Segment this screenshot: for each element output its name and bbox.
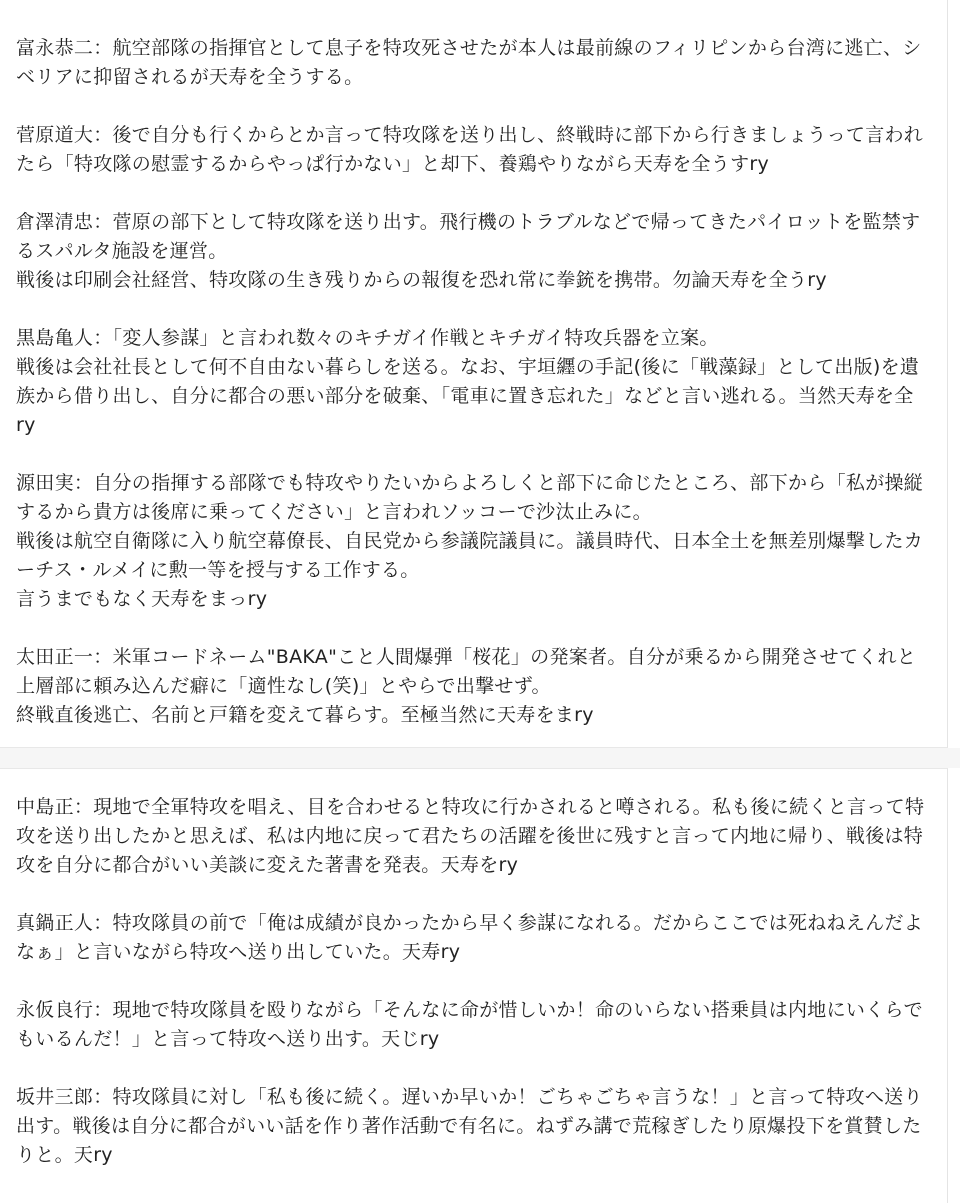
text-paragraph <box>16 34 939 92</box>
text-line: 攻を送り出したかと思えば、私は内地に戻って君たちの活躍を後世に残すと言って内地に帰り、戦後は特 <box>16 825 924 847</box>
text-paragraph <box>16 909 939 967</box>
text-line: 戦後は会社社長として何不自由ない暮らしを送る。なお、宇垣纒の手記(後に「戦藻録」として出版)を遺 <box>16 356 920 378</box>
text-paragraph <box>16 324 939 440</box>
text-line: 坂井三郎：特攻隊員に対し「私も後に続く。遅いか早いか！ごちゃごちゃ言うな！」と言って特攻へ送り <box>16 1086 923 1108</box>
text-line: 出す。戦後は自分に都合がいい話を作り著作活動で有名に。ねずみ講で荒稼ぎしたり原爆投下を賞賛した <box>16 1115 922 1137</box>
text-line: 戦後は航空自衛隊に入り航空幕僚長、自民党から参議院議員に。議員時代、日本全土を無差別爆撃したカ <box>16 530 924 552</box>
text-paragraph <box>16 793 939 880</box>
text-line: 太田正一：米軍コードネーム"BAKA"こと人間爆弾「桜花」の発案者。自分が乗るから開発させてくれと <box>16 646 917 668</box>
text-line: もいるんだ！」と言って特攻へ送り出す。天じry <box>16 1028 440 1050</box>
text-line: 攻を自分に都合がいい美談に変えた著書を発表。天寿をry <box>16 854 519 876</box>
text-line: 真鍋正人：特攻隊員の前で「俺は成績が良かったから早く参謀になれる。だからここでは死ねねえんだよ <box>16 912 924 934</box>
text-line: 上層部に頼み込んだ癖に「適性なし(笑)」とやらで出撃せず。 <box>16 675 551 697</box>
text-line: 黒島亀人：「変人参謀」と言われ数々のキチガイ作戦とキチガイ特攻兵器を立案。 <box>16 327 719 349</box>
text-line: なぁ」と言いながら特攻へ送り出していた。天寿ry <box>16 941 461 963</box>
entry-list <box>16 793 939 1199</box>
entry-list <box>16 34 939 759</box>
text-line: 終戦直後逃亡、名前と戸籍を変えて暮らす。至極当然に天寿をまry <box>16 704 594 726</box>
panel-separator <box>0 748 960 768</box>
text-line: 言うまでもなく天寿をまっry <box>16 588 268 610</box>
text-line: するから貴方は後席に乗ってください」と言われソッコーで沙汰止みに。 <box>16 501 652 523</box>
text-line: 戦後は印刷会社経営、特攻隊の生き残りからの報復を恐れ常に拳銃を携帯。勿論天寿を全うry <box>16 269 827 291</box>
text-line: ーチス・ルメイに勲一等を授与する工作する。 <box>16 559 420 581</box>
text-line: 富永恭二：航空部隊の指揮官として息子を特攻死させたが本人は最前線のフィリピンから台湾に逃亡、シ <box>16 37 922 59</box>
text-paragraph <box>16 469 939 614</box>
text-paragraph <box>16 996 939 1054</box>
text-line: 源田実：自分の指揮する部隊でも特攻やりたいからよろしくと部下に命じたところ、部下から「私が操縦 <box>16 472 924 494</box>
post-panel-2 <box>0 768 948 1203</box>
text-paragraph <box>16 643 939 730</box>
text-line: 族から借り出し、自分に都合の悪い部分を破棄、「電車に置き忘れた」などと言い逃れる。当然天寿を全 <box>16 385 914 407</box>
text-paragraph <box>16 121 939 179</box>
text-line: ベリアに抑留されるが天寿を全うする。 <box>16 66 364 88</box>
text-line: るスパルタ施設を運営。 <box>16 240 228 262</box>
text-line: たら「特攻隊の慰霊するからやっぱ行かない」と却下、養鶏やりながら天寿を全うすry <box>16 153 770 175</box>
text-line: ry <box>16 414 36 436</box>
text-paragraph <box>16 208 939 295</box>
text-line: 倉澤清忠：菅原の部下として特攻隊を送り出す。飛行機のトラブルなどで帰ってきたパイロットを監禁す <box>16 211 921 233</box>
text-line: 永仮良行：現地で特攻隊員を殴りながら「そんなに命が惜しいか！命のいらない搭乗員は内地にいくらで <box>16 999 923 1021</box>
text-line: 菅原道大：後で自分も行くからとか言って特攻隊を送り出し、終戦時に部下から行きましょうって言われ <box>16 124 924 146</box>
text-line: 中島正：現地で全軍特攻を唱え、目を合わせると特攻に行かされると噂される。私も後に続くと言って特 <box>16 796 925 818</box>
text-paragraph <box>16 1083 939 1170</box>
text-line: りと。天ry <box>16 1144 113 1166</box>
